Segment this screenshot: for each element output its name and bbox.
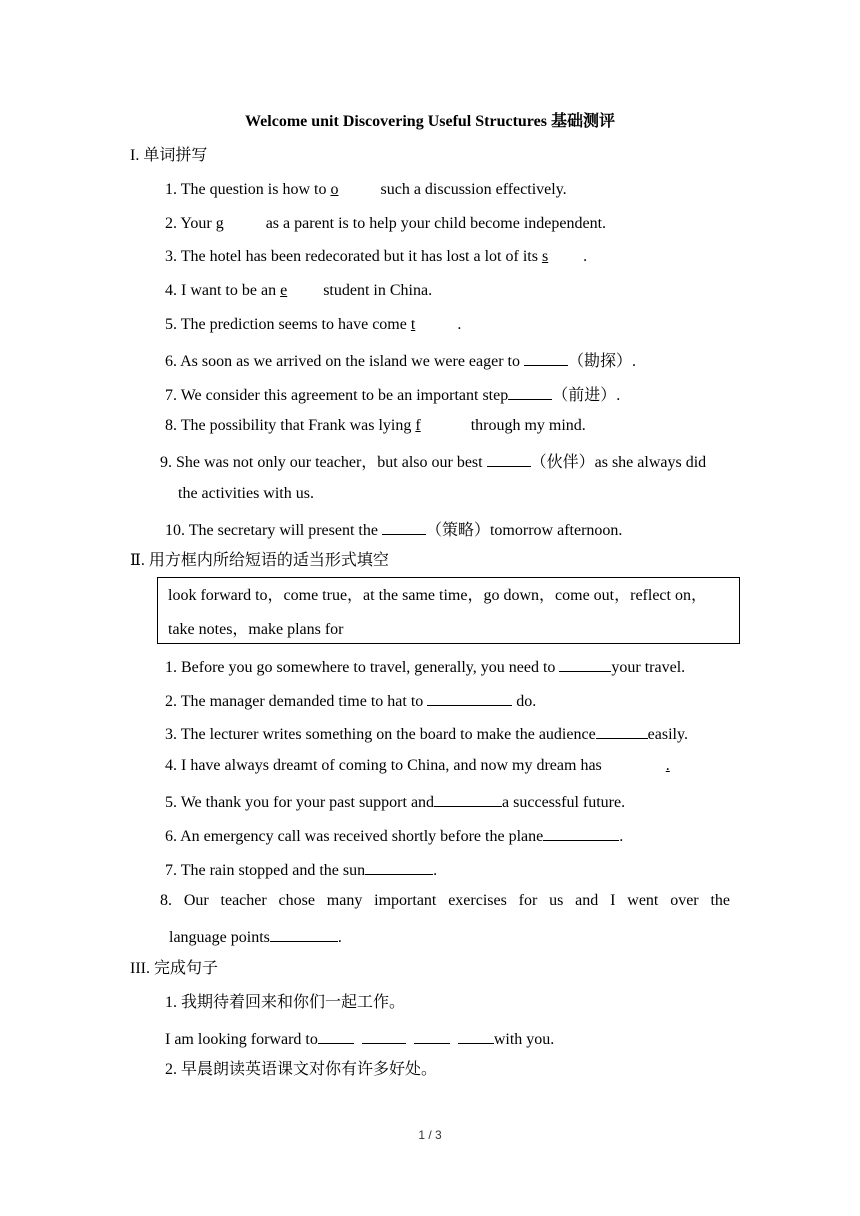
question-1-1: 1. The question is how to o such a discussion effectively. [165, 181, 567, 198]
answer-blank[interactable] [458, 1026, 494, 1044]
question-2-1: 1. Before you go somewhere to travel, generally, you need to your travel. [165, 654, 685, 679]
question-2-3: 3. The lecturer writes something on the board to make the audience easily. [165, 721, 688, 746]
question-2-5: 5. We thank you for your past support and a successful future. [165, 789, 625, 814]
phrase-box-line-2: take notes，make plans for [168, 621, 344, 638]
question-1-5: 5. The prediction seems to have come t . [165, 316, 462, 333]
answer-blank[interactable] [318, 1026, 354, 1044]
question-1-8: 8. The possibility that Frank was lying f through my mind. [165, 417, 586, 434]
section-2-heading: Ⅱ. 用方框内所给短语的适当形式填空 [130, 552, 389, 569]
question-2-6: 6. An emergency call was received shortly before the plane . [165, 823, 623, 848]
answer-blank[interactable]: o [330, 181, 339, 198]
answer-blank[interactable] [362, 1026, 406, 1044]
answer-blank[interactable]: f [415, 417, 421, 434]
answer-blank[interactable] [596, 721, 648, 739]
question-1-3: 3. The hotel has been redecorated but it has lost a lot of its s . [165, 248, 588, 265]
answer-blank[interactable] [365, 857, 433, 875]
answer-blank[interactable] [270, 924, 338, 942]
answer-blank[interactable] [434, 789, 502, 807]
question-1-9: 9. She was not only our teacher，but also our best （伙伴）as she always did [160, 449, 706, 474]
question-3-2-chinese: 2. 早晨朗读英语课文对你有许多好处。 [165, 1061, 438, 1078]
answer-blank[interactable] [508, 382, 552, 400]
section-1-heading: I. 单词拼写 [130, 147, 208, 164]
page-title: Welcome unit Discovering Useful Structures 基础测评 [245, 113, 615, 130]
answer-blank[interactable] [382, 517, 426, 535]
answer-blank[interactable]: g [215, 215, 224, 232]
phrase-box-line-1: look forward to，come true，at the same time，go down，come out，reflect on， [168, 587, 707, 604]
question-3-1-english: I am looking forward to with you. [165, 1026, 554, 1051]
question-2-7: 7. The rain stopped and the sun . [165, 857, 437, 882]
answer-blank[interactable] [559, 654, 611, 672]
answer-blank[interactable]: . [665, 757, 670, 774]
page-number: 1 / 3 [418, 1128, 442, 1142]
question-1-4: 4. I want to be an e student in China. [165, 282, 433, 299]
question-1-9-continued: the activities with us. [178, 485, 314, 502]
question-1-10: 10. The secretary will present the （策略）tomorrow afternoon. [165, 517, 622, 542]
answer-blank[interactable] [427, 688, 512, 706]
answer-blank[interactable] [524, 348, 568, 366]
phrase-box [157, 577, 740, 644]
answer-blank[interactable] [543, 823, 619, 841]
question-1-7: 7. We consider this agreement to be an important step （前进）. [165, 382, 620, 407]
question-2-8: 8. Our teacher chose many important exercises for us and I went over the [160, 892, 730, 909]
question-3-1-chinese: 1. 我期待着回来和你们一起工作。 [165, 994, 406, 1011]
answer-blank[interactable]: t [410, 316, 416, 333]
answer-blank[interactable]: s [541, 248, 549, 265]
question-1-2: 2. Your g as a parent is to help your child become independent. [165, 215, 607, 232]
answer-blank[interactable] [487, 449, 531, 467]
question-1-6: 6. As soon as we arrived on the island we were eager to （勘探）. [165, 348, 636, 373]
question-2-8-continued: language points . [169, 924, 342, 949]
answer-blank[interactable] [414, 1026, 450, 1044]
answer-blank[interactable]: e [280, 282, 288, 299]
question-2-2: 2. The manager demanded time to hat to do. [165, 688, 536, 713]
section-3-heading: III. 完成句子 [130, 960, 218, 977]
question-2-4: 4. I have always dreamt of coming to China, and now my dream has . [165, 755, 678, 777]
